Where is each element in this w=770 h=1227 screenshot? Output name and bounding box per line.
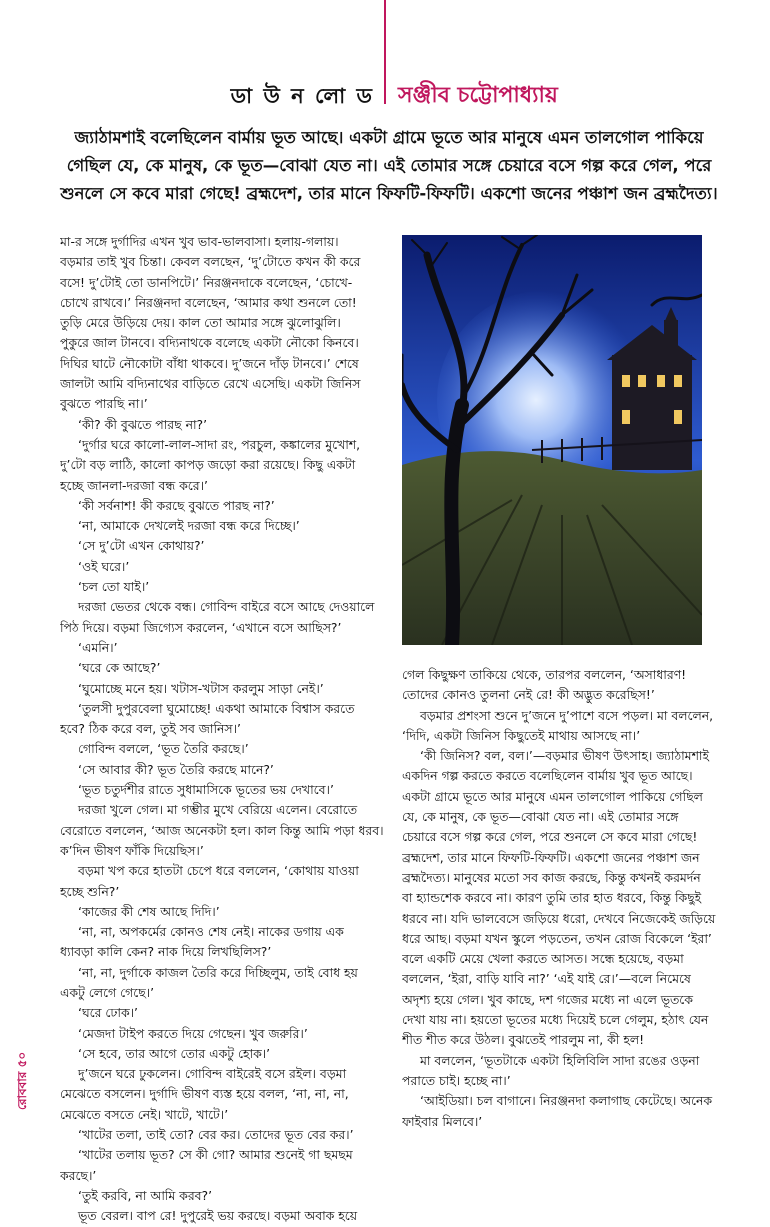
body-line: ‘কী জিনিস? বল, বল।’—বড়মার ভীষণ উৎসাহ। জ্যাঠামশাই: [420, 748, 709, 764]
body-line: ‘ওই ঘরে।’: [78, 558, 130, 574]
body-line: পরাতে চাই। হচ্ছে না।’: [402, 1072, 511, 1088]
page-number-label: রোববার ৫০: [15, 1051, 29, 1110]
body-line: ‘কী সর্বনাশ! কী করছে বুঝতে পারছ না?’: [78, 497, 275, 513]
body-line: ‘কী? কী বুঝতে পারছ না?’: [78, 416, 208, 432]
body-line: ‘দিদি, একটা জিনিস কিছুতেই মাথায় আসছে না।’: [402, 727, 641, 743]
body-line: বসে! দু’টোই তো ডানপিটে।’ নিরঞ্জনদাকে বলেছেন, ‘চোখে-: [60, 274, 353, 290]
body-line: তোদের কোনও তুলনা নেই রে! কী অদ্ভুত করেছিস!’: [402, 687, 655, 703]
body-line: ‘দুর্গার ঘরে কালো-লাল-সাদা রং, পরচুল, কঙ্কালের মুখোশ,: [78, 436, 361, 452]
body-line: পিঠ দিয়ে। বড়মা জিগ্যেস করলেন, ‘এখানে বসে আছিস?’: [60, 619, 342, 635]
body-line: ‘ঘরে কে আছে?’: [78, 660, 161, 676]
body-line: মা বললেন, ‘ভূতটাকে একটা হিলিবিলি সাদা রঙের ওড়না: [420, 1052, 700, 1068]
body-line: ‘তুলসী দুপুরবেলা ঘুমোচ্ছে! একথা আমাকে বিশ্বাস করতে: [78, 700, 355, 716]
body-line: ‘ঘরে ঢোক।’: [78, 1005, 138, 1021]
body-line: বড়মা খপ করে হাতটা চেপে ধরে বললেন, ‘কোথায় যাওয়া: [78, 863, 359, 879]
body-line: অদৃশ্য হয়ে গেল। খুব কাছে, দশ গজের মধ্যে না এলে ভূতকে: [402, 991, 693, 1007]
body-line: জালটা আমি বদ্যিনাথের বাড়িতে রেখে এসেছি। একটা জিনিস: [60, 376, 361, 392]
body-line: দেখা যায় না। হয়তো ভূতের মধ্যে দিয়েই চলে গেলুম, হঠাৎ যেন: [402, 1012, 709, 1028]
body-line: করছে।’: [60, 1167, 97, 1183]
body-line: ‘এমনি।’: [78, 639, 118, 655]
page-footer: [12, 1010, 32, 1110]
intro-paragraph: [44, 124, 734, 208]
body-line: ফাইবার মিলবে।’: [402, 1113, 483, 1129]
body-line: বেরোতে বললেন, ‘আজ অনেকটা হল। কাল কিন্তু আমি পড়া ধরব।: [60, 822, 384, 838]
body-line: গোবিন্দ বললে, ‘ভূত তৈরি করছে।’: [78, 741, 249, 757]
body-line: মা-র সঙ্গে দুর্গাদির এখন খুব ভাব-ভালবাসা। হলায়-গলায়।: [60, 234, 339, 249]
body-line: বড়মার তাই খুব চিন্তা। কেবল বলছেন, ‘দু’টোতে কখন কী করে: [60, 254, 361, 270]
body-line: মেঝেতে বসতে নেই। খাটে, খাটে।’: [60, 1106, 229, 1122]
body-line: দরজা খুলে গেল। মা গম্ভীর মুখে বেরিয়ে এলেন। বেরোতে: [78, 802, 358, 818]
body-line: ব্রহ্মদেশ, তার মানে ফিফটি-ফিফটি। একশো জনের পঞ্চাশ জন: [402, 849, 700, 865]
body-line: ‘মেজদা টাইপ করতে দিয়ে গেছেন। খুব জরুরি।’: [78, 1025, 308, 1041]
body-line: ধ্যাবড়া কালি কেন? নাক দিয়ে লিখছিলিস?’: [60, 944, 272, 960]
body-line: ‘না, আমাকে দেখলেই দরজা বন্ধ করে দিচ্ছে।’: [78, 518, 300, 534]
author-name: সঞ্জীব চট্টোপাধ্যায়: [398, 83, 558, 108]
body-line: দিঘির ঘাটে নৌকোটা বাঁধা থাকবে। দু’জনে দাঁড় টানবে।’ শেষে: [60, 355, 359, 371]
intro-line: শুনলে সে কবে মারা গেছে! ব্রহ্মদেশ, তার মানে ফিফটি-ফিফটি। একশো জনের পঞ্চাশ জন ব্রহ্মদৈত্য।: [60, 184, 718, 203]
body-line: ভূত বেরল। বাপ রে! দুপুরেই ভয় করছে। বড়মা অবাক হয়ে: [78, 1208, 358, 1224]
intro-line: গেছিল যে, কে মানুষ, কে ভূত—বোঝা যেত না। এই তোমার সঙ্গে চেয়ারে বসে গল্প করে গেল, পরে: [66, 156, 712, 175]
body-column-right: [402, 665, 732, 1132]
header-divider: [384, 0, 386, 104]
body-line: দু’জনে ঘরে ঢুকলেন। গোবিন্দ বাইরেই বসে রইল। বড়মা: [78, 1066, 347, 1082]
body-line: ‘সে দু’টো এখন কোথায়?’: [78, 538, 205, 554]
intro-line: জ্যাঠামশাই বলেছিলেন বার্মায় ভূত আছে। একটা গ্রামে ভূতে আর মানুষে এমন তালগোল পাকিয়ে: [74, 128, 704, 147]
body-line: ‘খাটের তলায় ভূত? সে কী গো? আমার শুনেই গা ছমছম: [78, 1147, 353, 1163]
body-line: দরজা ভেতর থেকে বন্ধ। গোবিন্দ বাইরে বসে আছে দেওয়ালে: [78, 599, 375, 615]
body-line: ধরবে না। যদি ভালবেসে জড়িয়ে ধরো, দেখবে নিজেকেই জড়িয়ে: [402, 910, 716, 926]
body-line: ‘খাটের তলা, তাই তো? বের কর। তোদের ভূত বের কর।’: [78, 1127, 354, 1143]
body-line: চেয়ারে বসে গল্প করে গেল, পরে শুনলে সে কবে মারা গেছে!: [402, 829, 698, 845]
body-line: ‘ভূত চতুর্দশীর রাতে সুধামাসিকে ভূতের ভয় দেখাবে।’: [78, 782, 334, 798]
body-line: ধরে আছ। বড়মা যখন স্কুলে পড়তেন, তখন রোজ বিকেলে ‘ইরা’: [402, 930, 712, 946]
body-line: ‘আইডিয়া। চল বাগানে। নিরঞ্জনদা কলাগাছ কেটেছে। অনেক: [420, 1093, 713, 1109]
body-line: হবে? ঠিক করে বল, তুই সব জানিস।’: [60, 721, 241, 737]
body-line: মেঝেতে বসলেন। দুর্গাদি ভীষণ ব্যস্ত হয়ে বলল, ‘না, না, না,: [60, 1086, 349, 1102]
body-line: বলে একটি মেয়ে খেলা করতে আসত। সন্ধে হয়েছে, বড়মা: [402, 951, 684, 967]
body-line: ‘চল তো যাই।’: [78, 579, 150, 595]
body-line: ‘না, না, অপকর্মের কোনও শেষ নেই। নাকের ডগায় এক: [78, 924, 344, 940]
body-line: হচ্ছে শুনি?’: [60, 883, 120, 899]
body-line: ‘না, না, দুর্গাকে কাজল তৈরি করে দিচ্ছিলুম, তাই বোধ হয়: [78, 964, 358, 980]
body-line: একদিন গল্প করতে করতে বলেছিলেন বার্মায় খুব ভূত আছে।: [402, 768, 693, 784]
haunted-house-illustration: [402, 235, 702, 645]
section-title: ডা উ ন লো ড: [230, 84, 374, 108]
body-line: তুড়ি মেরে উড়িয়ে দেয়। কাল তো আমার সঙ্গে ঝুলোঝুলি।: [60, 315, 341, 331]
body-line: হচ্ছে জানলা-দরজা বন্ধ করে।’: [60, 477, 208, 493]
body-line: একটু লেগে গেছে।’: [60, 984, 155, 1000]
body-line: ‘সে হবে, তার আগে তোর একটু হোক।’: [78, 1045, 271, 1061]
body-line: বুঝতে পারছি না।’: [60, 396, 148, 412]
body-line: বললেন, ‘ইরা, বাড়ি যাবি না?’ ‘এই যাই রে।’—বলে নিমেষে: [402, 971, 691, 987]
body-line: ‘সে আবার কী? ভূত তৈরি করছে মানে?’: [78, 761, 274, 777]
body-line: ‘কাজের কী শেষ আছে দিদি।’: [78, 903, 220, 919]
body-line: শীত শীত করে উঠল। বুঝতেই পারলুম না, কী হল!: [402, 1032, 645, 1048]
body-line: বা হ্যান্ডশেক করবে না। কারণ তুমি তার হাত ধরবে, কিন্তু কিছুই: [402, 890, 702, 906]
body-line: ব্রহ্মদৈত্য। মানুষের মতো সব কাজ করছে, কিন্তু কখনই করমর্দন: [402, 869, 701, 885]
body-line: ‘ঘুমোচ্ছে মনে হয়। খটাস-খটাস করলুম সাড়া নেই।’: [78, 680, 324, 696]
body-line: ক’দিন ভীষণ ফাঁকি দিয়েছিস।’: [60, 842, 204, 858]
body-line: পুকুরে জাল টানবে। বদ্যিনাথকে বলেছে একটা নৌকো কিনবে।: [60, 335, 359, 351]
body-line: যে, কে মানুষ, কে ভূত—বোঝা যেত না। এই তোমার সঙ্গে: [402, 809, 679, 825]
body-line: বড়মার প্রশংসা শুনে দু’জনে দু’পাশে বসে পড়ল। মা বললেন,: [420, 707, 714, 723]
body-column-left: [60, 232, 386, 1227]
body-line: চোখে রাখবে।’ নিরঞ্জনদা বলেছেন, ‘আমার কথা শুনলে তো!: [60, 294, 357, 310]
body-line: একটা গ্রামে ভূতে আর মানুষে এমন তালগোল পাকিয়ে গেছিল: [402, 788, 703, 804]
body-line: ‘তুই করবি, না আমি করব?’: [78, 1187, 213, 1203]
body-line: গেল কিছুক্ষণ তাকিয়ে থেকে, তারপর বললেন, ‘অসাধারণ!: [402, 667, 687, 682]
body-line: দু’টো বড় লাঠি, কালো কাপড় জড়ো করা রয়েছে। কিছু একটা: [60, 457, 356, 473]
